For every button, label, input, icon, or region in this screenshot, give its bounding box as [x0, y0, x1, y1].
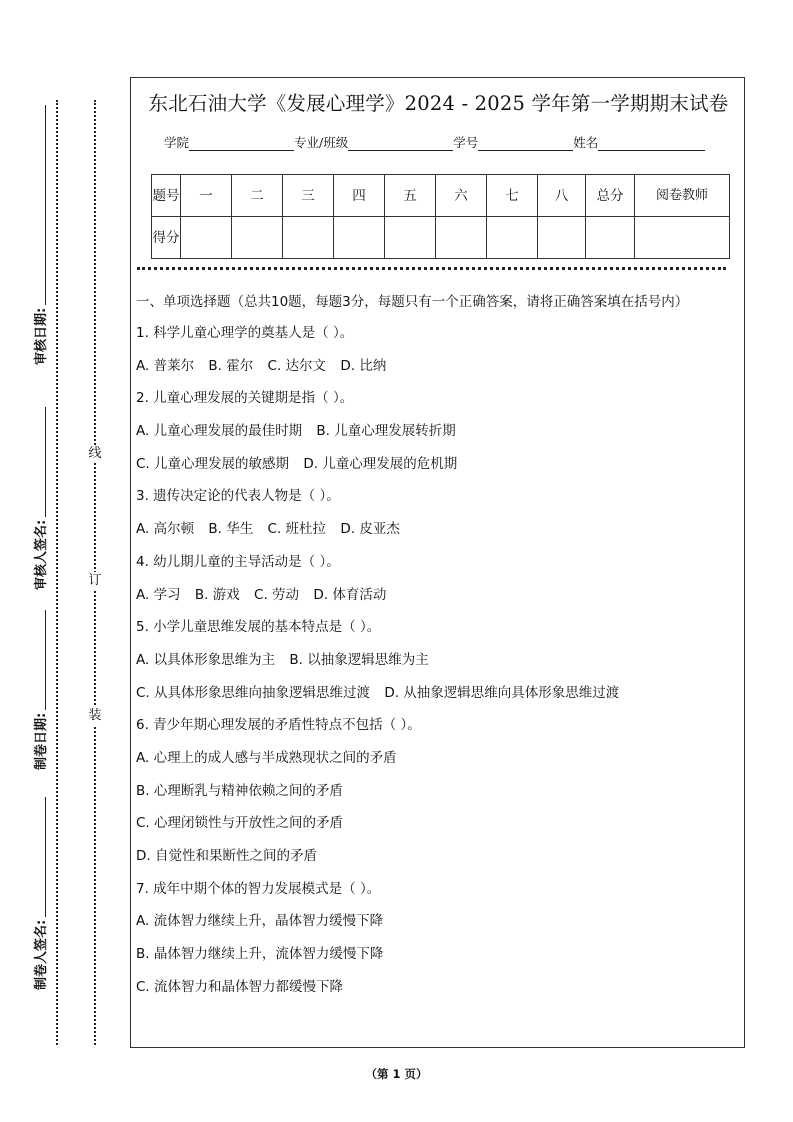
score-cell[interactable] — [436, 217, 487, 259]
option-a: A. 心理上的成人感与半成熟现状之间的矛盾 — [136, 749, 397, 766]
option-b: B. 心理断乳与精神依赖之间的矛盾 — [136, 782, 343, 799]
student-id-label: 学号 — [453, 135, 479, 150]
option-c: C. 班杜拉 — [267, 521, 327, 538]
student-info-row — [164, 133, 705, 151]
college-blank[interactable] — [189, 137, 294, 151]
page-number: （第 1 页） — [365, 1067, 428, 1081]
score-col-total: 总分 — [586, 175, 635, 217]
question-3-options — [136, 519, 736, 552]
question-2-options-ab — [136, 421, 736, 454]
review-date-field — [30, 105, 49, 365]
option-a: A. 普莱尔 — [136, 357, 195, 374]
score-cell-grader[interactable] — [635, 217, 730, 259]
score-row-label: 得分 — [152, 217, 181, 259]
score-cell[interactable] — [385, 217, 436, 259]
option-d: D. 皮亚杰 — [340, 521, 400, 538]
score-table — [151, 174, 730, 259]
reviewer-signature-blank[interactable] — [33, 407, 46, 517]
score-cell[interactable] — [538, 217, 586, 259]
section-separator — [137, 267, 726, 270]
author-date-field — [30, 610, 49, 770]
exam-title: 东北石油大学《发展心理学》2024 - 2025 学年第一学期期末试卷 — [148, 92, 729, 115]
score-col-3: 三 — [283, 175, 334, 217]
score-cell[interactable] — [334, 217, 385, 259]
option-a: A. 儿童心理发展的最佳时期 — [136, 423, 303, 440]
option-d: D. 从抽象逻辑思维向具体形象思维过渡 — [384, 684, 620, 701]
question-2: 2. 儿童心理发展的关键期是指（ ）。 — [136, 390, 354, 407]
name-blank[interactable] — [598, 137, 705, 151]
review-date-label: 审核日期: — [34, 307, 49, 365]
review-date-blank[interactable] — [33, 105, 46, 305]
score-col-7: 七 — [487, 175, 538, 217]
option-b: B. 以抽象逻辑思维为主 — [289, 651, 429, 668]
option-c: C. 从具体形象思维向抽象逻辑思维过渡 — [136, 684, 371, 701]
option-b: B. 华生 — [208, 521, 254, 538]
question-number-label: 题号 — [152, 175, 181, 217]
score-cell-total[interactable] — [586, 217, 635, 259]
option-d: D. 自觉性和果断性之间的矛盾 — [136, 848, 317, 864]
option-a: A. 学习 — [136, 586, 181, 603]
question-4-options — [136, 585, 736, 618]
option-d: D. 比纳 — [340, 357, 387, 374]
binding-mark-staple: 订 — [88, 573, 102, 588]
question-3: 3. 遗传决定论的代表人物是（ ）。 — [136, 488, 340, 505]
outer-cut-line — [56, 100, 58, 1045]
score-cell[interactable] — [487, 217, 538, 259]
question-5-options-cd — [136, 683, 736, 716]
student-id-blank[interactable] — [478, 137, 573, 151]
author-date-label: 制卷日期: — [34, 712, 49, 770]
major-class-label: 专业/班级 — [294, 135, 349, 150]
author-signature-label: 制卷人签名: — [34, 919, 49, 990]
question-7: 7. 成年中期个体的智力发展模式是（ ）。 — [136, 880, 381, 897]
section-instruction: 一、单项选择题（总共10题，每题3分，每题只有一个正确答案，请将正确答案填在括号内） — [136, 294, 689, 310]
reviewer-signature-field — [30, 407, 49, 590]
score-col-1: 一 — [181, 175, 232, 217]
question-5-options-ab — [136, 650, 736, 683]
question-1: 1. 科学儿童心理学的奠基人是（ ）。 — [136, 325, 354, 341]
college-label: 学院 — [164, 135, 190, 150]
score-col-6: 六 — [436, 175, 487, 217]
score-table-header-row — [152, 175, 730, 217]
question-section — [136, 291, 736, 1009]
score-col-5: 五 — [385, 175, 436, 217]
option-b: B. 霍尔 — [208, 357, 254, 374]
score-col-4: 四 — [334, 175, 385, 217]
author-signature-field — [30, 797, 49, 990]
author-date-blank[interactable] — [33, 610, 46, 710]
option-a: A. 流体智力继续上升，晶体智力缓慢下降 — [136, 913, 384, 930]
score-cell[interactable] — [232, 217, 283, 259]
option-c: C. 流体智力和晶体智力都缓慢下降 — [136, 978, 344, 995]
reviewer-signature-label: 审核人签名: — [34, 519, 49, 590]
option-a: A. 以具体形象思维为主 — [136, 651, 276, 668]
binding-mark-bind: 装 — [88, 708, 102, 723]
option-b: B. 游戏 — [194, 586, 240, 603]
option-c: C. 儿童心理发展的敏感期 — [136, 455, 290, 472]
score-table-score-row — [152, 217, 730, 259]
name-label: 姓名 — [573, 135, 599, 150]
exam-frame — [130, 77, 745, 1048]
major-class-blank[interactable] — [348, 137, 453, 151]
option-a: A. 高尔顿 — [136, 521, 195, 538]
option-b: B. 儿童心理发展转折期 — [316, 423, 456, 440]
option-c: C. 达尔文 — [267, 357, 327, 374]
question-1-options — [136, 356, 736, 389]
question-6: 6. 青少年期心理发展的矛盾性特点不包括（ ）。 — [136, 717, 421, 734]
option-d: D. 体育活动 — [313, 586, 387, 603]
score-col-grader: 阅卷教师 — [635, 175, 730, 217]
option-b: B. 晶体智力继续上升，流体智力缓慢下降 — [136, 946, 384, 963]
question-2-options-cd — [136, 454, 736, 487]
option-c: C. 劳动 — [254, 586, 300, 603]
option-d: D. 儿童心理发展的危机期 — [303, 455, 458, 472]
question-4: 4. 幼儿期儿童的主导活动是（ ）。 — [136, 553, 340, 570]
score-col-8: 八 — [538, 175, 586, 217]
question-5: 5. 小学儿童思维发展的基本特点是（ ）。 — [136, 619, 381, 636]
binding-margin — [0, 0, 128, 1122]
binding-mark-line: 线 — [88, 446, 102, 461]
score-cell[interactable] — [181, 217, 232, 259]
option-c: C. 心理闭锁性与开放性之间的矛盾 — [136, 815, 344, 832]
score-cell[interactable] — [283, 217, 334, 259]
score-col-2: 二 — [232, 175, 283, 217]
author-signature-blank[interactable] — [33, 797, 46, 917]
